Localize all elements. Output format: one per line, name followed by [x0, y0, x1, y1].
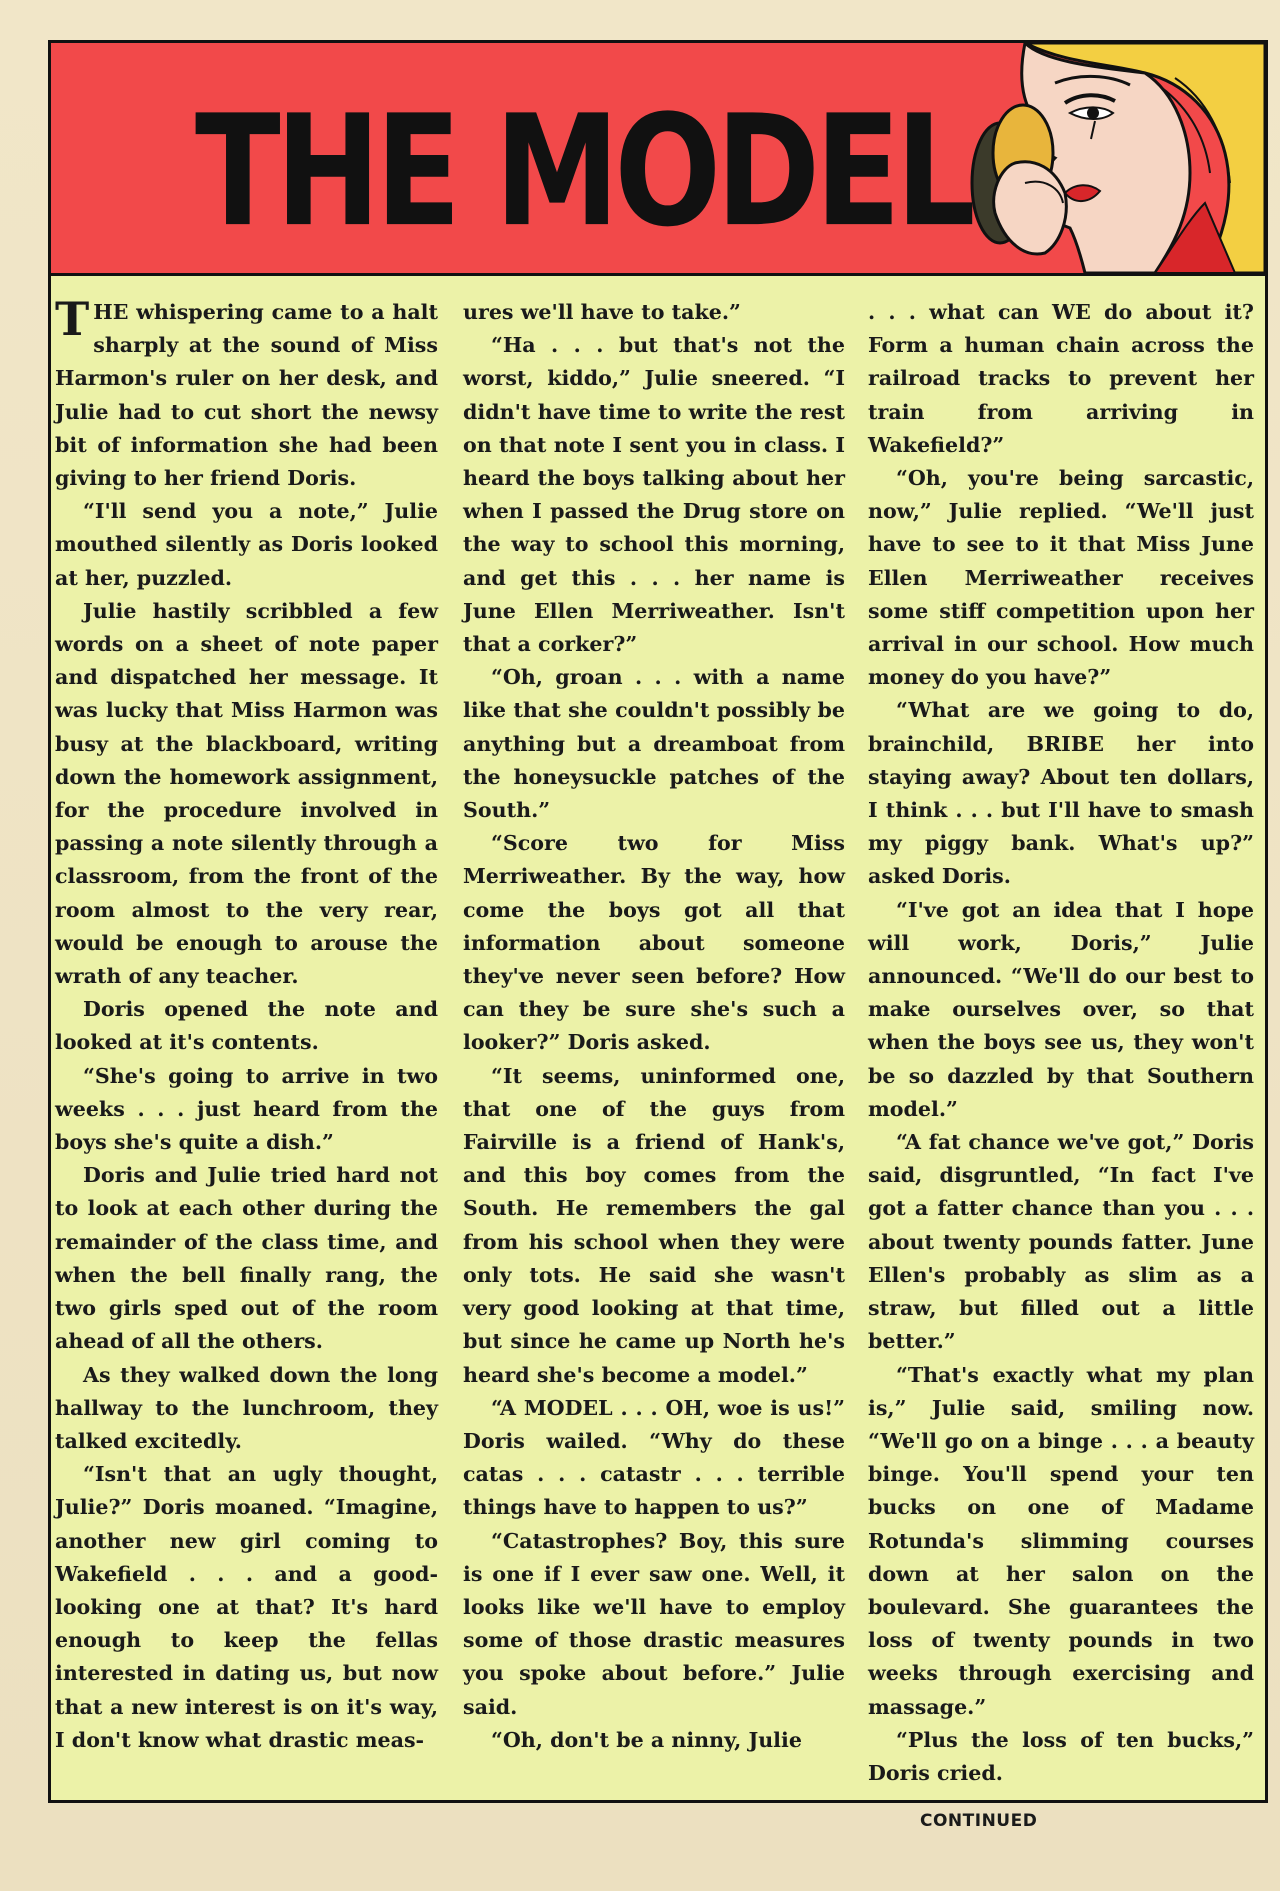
paragraph: . . . what can WE do about it? Form a human chain across the railroad tracks to prevent her train from arriving in Wakefield?”	[868, 300, 1254, 457]
paragraph: halt sharply at the sound of Miss Harmon's ruler on her desk, and Julie had to cut short the newsy bit of information she had been giving to her friend Doris.	[55, 300, 439, 491]
paragraph: “Score two for Miss Merriweather. By the way, how come the boys got all that information about someone they've never seen before? How can they be sure she's such a looker?” Doris asked.	[463, 831, 845, 1055]
opening-paragraph	[55, 292, 439, 495]
paragraph: Doris opened the note and looked at it's contents.	[55, 997, 438, 1055]
paragraph: “A MODEL . . . OH, woe is us!” Doris wailed. “Why do these catas . . . catastr . . . terrible things have to happen to us?”	[463, 1395, 845, 1520]
opening-line: HE whispering came to a	[93, 300, 385, 324]
paragraph: “She's going to arrive in two weeks . . . just heard from the boys she's quite a dish.”	[55, 1063, 438, 1155]
column-3	[868, 296, 1254, 1790]
paragraph: “Catastrophes? Boy, this sure is one if I ever saw one. Well, it looks like we'll have to employ some of those drastic measures you spoke about before.” Julie said.	[463, 1528, 845, 1719]
paragraph: Doris and Julie tried hard not to look at each other during the remainder of the class time, and when the bell finally rang, the two girls sped out of the room ahead of all the others.	[55, 1163, 438, 1354]
paragraph: “Oh, don't be a ninny, Julie	[491, 1727, 802, 1752]
paragraph: “Oh, groan . . . with a name like that she couldn't possibly be anything but a dreamboat from the honeysuckle patches of the South.”	[463, 665, 845, 823]
paragraph: Julie hastily scribbled a few words on a sheet of note paper and dispatched her message. It was lucky that Miss Harmon was busy at the blackboard, writing down the homework assignment, for the procedure involved in passing a note silently through a classroom, from the front of the room almost to the very rear, would be enough to arouse the wrath of any teacher.	[55, 598, 438, 989]
story-title: THE MODEL	[195, 82, 971, 261]
paragraph: As they walked down the long hallway to the lunchroom, they talked excitedly.	[55, 1362, 438, 1453]
column-2	[463, 296, 845, 1757]
paragraph: “Isn't that an ugly thought, Julie?” Doris moaned. “Imagine, another new girl coming to Wakefield . . . and a good-looking one at that? It's hard enough to keep the fellas interested in dating us, but now that a new interest is on it's way, I don't know what drastic meas-	[55, 1462, 438, 1752]
paragraph: “That's exactly what my plan is,” Julie said, smiling now. “We'll go on a binge . . . a beauty binge. You'll spend your ten bucks on one of Madame Rotunda's slimming courses down at her salon on the boulevard. She guarantees the loss of twenty pounds in two weeks through exercising and massage.”	[868, 1362, 1254, 1719]
title-banner	[48, 40, 1268, 276]
paragraph: “I'll send you a note,” Julie mouthed silently as Doris looked at her, puzzled.	[55, 499, 438, 590]
continued-label: CONTINUED	[920, 1811, 1038, 1831]
paragraph: “A fat chance we've got,” Doris said, disgruntled, “In fact I've got a fatter chance than you . . . about twenty pounds fatter. June Ellen's probably as slim as a straw, but filled out a little better.”	[868, 1130, 1254, 1354]
paragraph: “What are we going to do, brainchild, BRIBE her into staying away? About ten dollars, I think . . . but I'll have to smash my piggy bank. What's up?” asked Doris.	[868, 698, 1254, 889]
paragraph: “Oh, you're being sarcastic, now,” Julie replied. “We'll just have to see to it that Miss June Ellen Merriweather receives some stiff competition upon her arrival in our school. How much money do you have?”	[868, 466, 1254, 690]
paragraph: “Ha . . . but that's not the worst, kiddo,” Julie sneered. “I didn't have time to write the rest on that note I sent you in class. I heard the boys talking about her when I passed the Drug store on the way to school this morning, and get this . . . her name is June Ellen Merriweather. Isn't that a corker?”	[463, 333, 845, 657]
paragraph: ures we'll have to take.”	[463, 300, 741, 324]
paragraph: “It seems, uninformed one, that one of the guys from Fairville is a friend of Hank's, and this boy comes from the South. He remembers the gal from his school when they were only tots. He said she wasn't very good looking at that time, but since he came up North he's heard she's become a model.”	[463, 1063, 845, 1387]
drop-cap: T	[55, 292, 90, 346]
paragraph: “Plus the loss of ten bucks,” Doris cried.	[868, 1727, 1254, 1785]
paragraph: “I've got an idea that I hope will work, Doris,” Julie announced. “We'll do our best to make ourselves over, so that when the boys see us, they won't be so dazzled by that Southern model.”	[868, 897, 1254, 1121]
woman-with-compact-illustration	[905, 43, 1265, 273]
column-1	[55, 292, 439, 1757]
